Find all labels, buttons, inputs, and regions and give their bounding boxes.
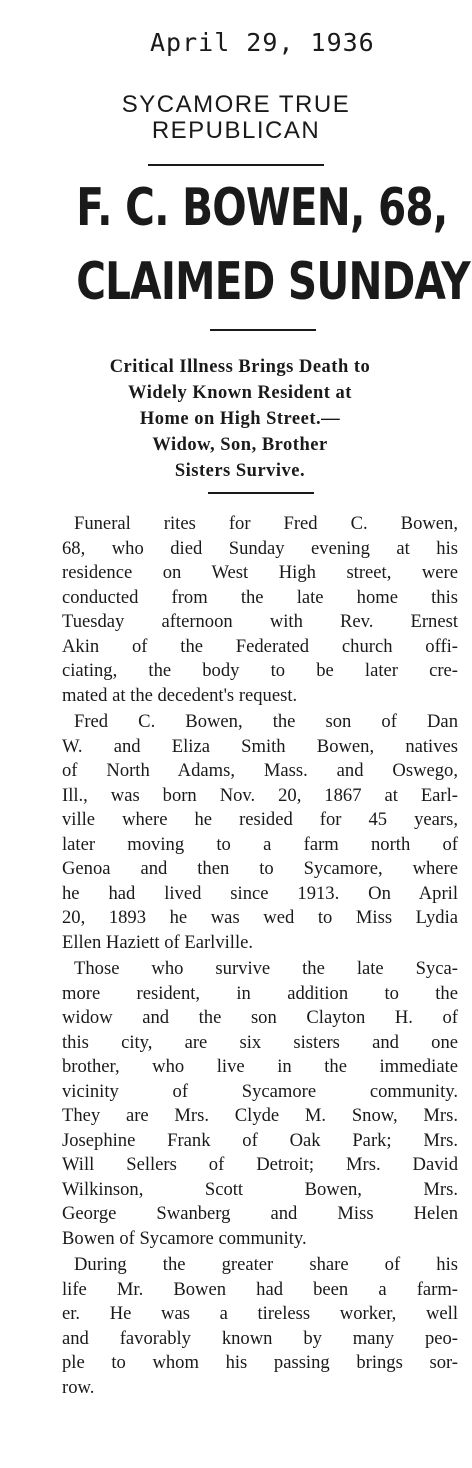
text-line: Bowen of Sycamore community. bbox=[62, 1227, 307, 1249]
text-line: er. He was a tireless worker, well bbox=[62, 1303, 458, 1324]
subheadline-line: Home on High Street.— bbox=[139, 409, 341, 429]
text-line: ciating, the body to be later cre- bbox=[62, 660, 458, 681]
text-line: of North Adams, Mass. and Oswego, bbox=[62, 760, 458, 781]
text-line: Fred C. Bowen, the son of Dan bbox=[74, 711, 458, 732]
text-line: 20, 1893 he was wed to Miss Lydia bbox=[62, 907, 458, 928]
subheadline-line: Critical Illness Brings Death to bbox=[109, 357, 371, 377]
text-line: this city, are six sisters and one bbox=[62, 1031, 458, 1053]
text-line: he had lived since 1913. On April bbox=[62, 882, 458, 904]
text-line: During the greater share of his bbox=[74, 1254, 458, 1275]
text-line: Tuesday afternoon with Rev. Ernest bbox=[62, 611, 458, 632]
text-line: ple to whom his passing brings sor- bbox=[62, 1352, 458, 1373]
text-line: George Swanberg and Miss Helen bbox=[62, 1203, 458, 1224]
text-line: later moving to a farm north of bbox=[62, 833, 458, 855]
newspaper-name-line-1: SYCAMORE TRUE bbox=[121, 91, 351, 118]
text-line: vicinity of Sycamore community. bbox=[62, 1080, 458, 1102]
text-line: Funeral rites for Fred C. Bowen, bbox=[74, 513, 458, 534]
text-line: row. bbox=[62, 1376, 95, 1398]
divider-rule bbox=[210, 329, 316, 331]
article-body bbox=[62, 512, 458, 1402]
text-line: Ellen Haziett of Earlville. bbox=[62, 931, 254, 953]
text-line: mated at the decedent's request. bbox=[62, 684, 298, 706]
text-line: life Mr. Bowen had been a farm- bbox=[62, 1278, 458, 1300]
paragraph bbox=[62, 512, 458, 708]
paragraph bbox=[62, 957, 458, 1251]
text-line: Genoa and then to Sycamore, where bbox=[62, 858, 458, 879]
text-line: more resident, in addition to the bbox=[62, 982, 458, 1004]
divider-rule bbox=[148, 164, 324, 166]
subheadline-line: Widely Known Resident at bbox=[128, 383, 352, 403]
text-line: brother, who live in the immediate bbox=[62, 1056, 458, 1077]
headline-line-1: F. C. BOWEN, 68, bbox=[76, 178, 448, 238]
text-line: and favorably known by many peo- bbox=[62, 1327, 458, 1349]
article-date: April 29, 1936 bbox=[150, 28, 375, 57]
text-line: Akin of the Federated church offi- bbox=[62, 635, 458, 657]
text-line: They are Mrs. Clyde M. Snow, Mrs. bbox=[62, 1105, 458, 1126]
subheadline bbox=[40, 354, 440, 484]
text-line: Josephine Frank of Oak Park; Mrs. bbox=[62, 1129, 458, 1151]
text-line: Will Sellers of Detroit; Mrs. David bbox=[62, 1154, 458, 1175]
divider-rule bbox=[208, 492, 314, 494]
text-line: widow and the son Clayton H. of bbox=[62, 1007, 458, 1028]
text-line: Ill., was born Nov. 20, 1867 at Earl- bbox=[62, 784, 458, 806]
text-line: W. and Eliza Smith Bowen, natives bbox=[62, 735, 458, 757]
paragraph bbox=[62, 1253, 458, 1400]
text-line: Wilkinson, Scott Bowen, Mrs. bbox=[62, 1178, 458, 1200]
text-line: 68, who died Sunday evening at his bbox=[62, 537, 458, 559]
newspaper-name-line-2: REPUBLICAN bbox=[151, 117, 321, 144]
text-line: residence on West High street, were bbox=[62, 562, 458, 583]
headline-line-2: CLAIMED SUNDAY bbox=[76, 252, 470, 312]
subheadline-line: Widow, Son, Brother bbox=[152, 435, 328, 455]
text-line: ville where he resided for 45 years, bbox=[62, 809, 458, 830]
paragraph bbox=[62, 710, 458, 955]
subheadline-line: Sisters Survive. bbox=[174, 461, 306, 481]
text-line: conducted from the late home this bbox=[62, 586, 458, 608]
text-line: Those who survive the late Syca- bbox=[74, 958, 458, 979]
